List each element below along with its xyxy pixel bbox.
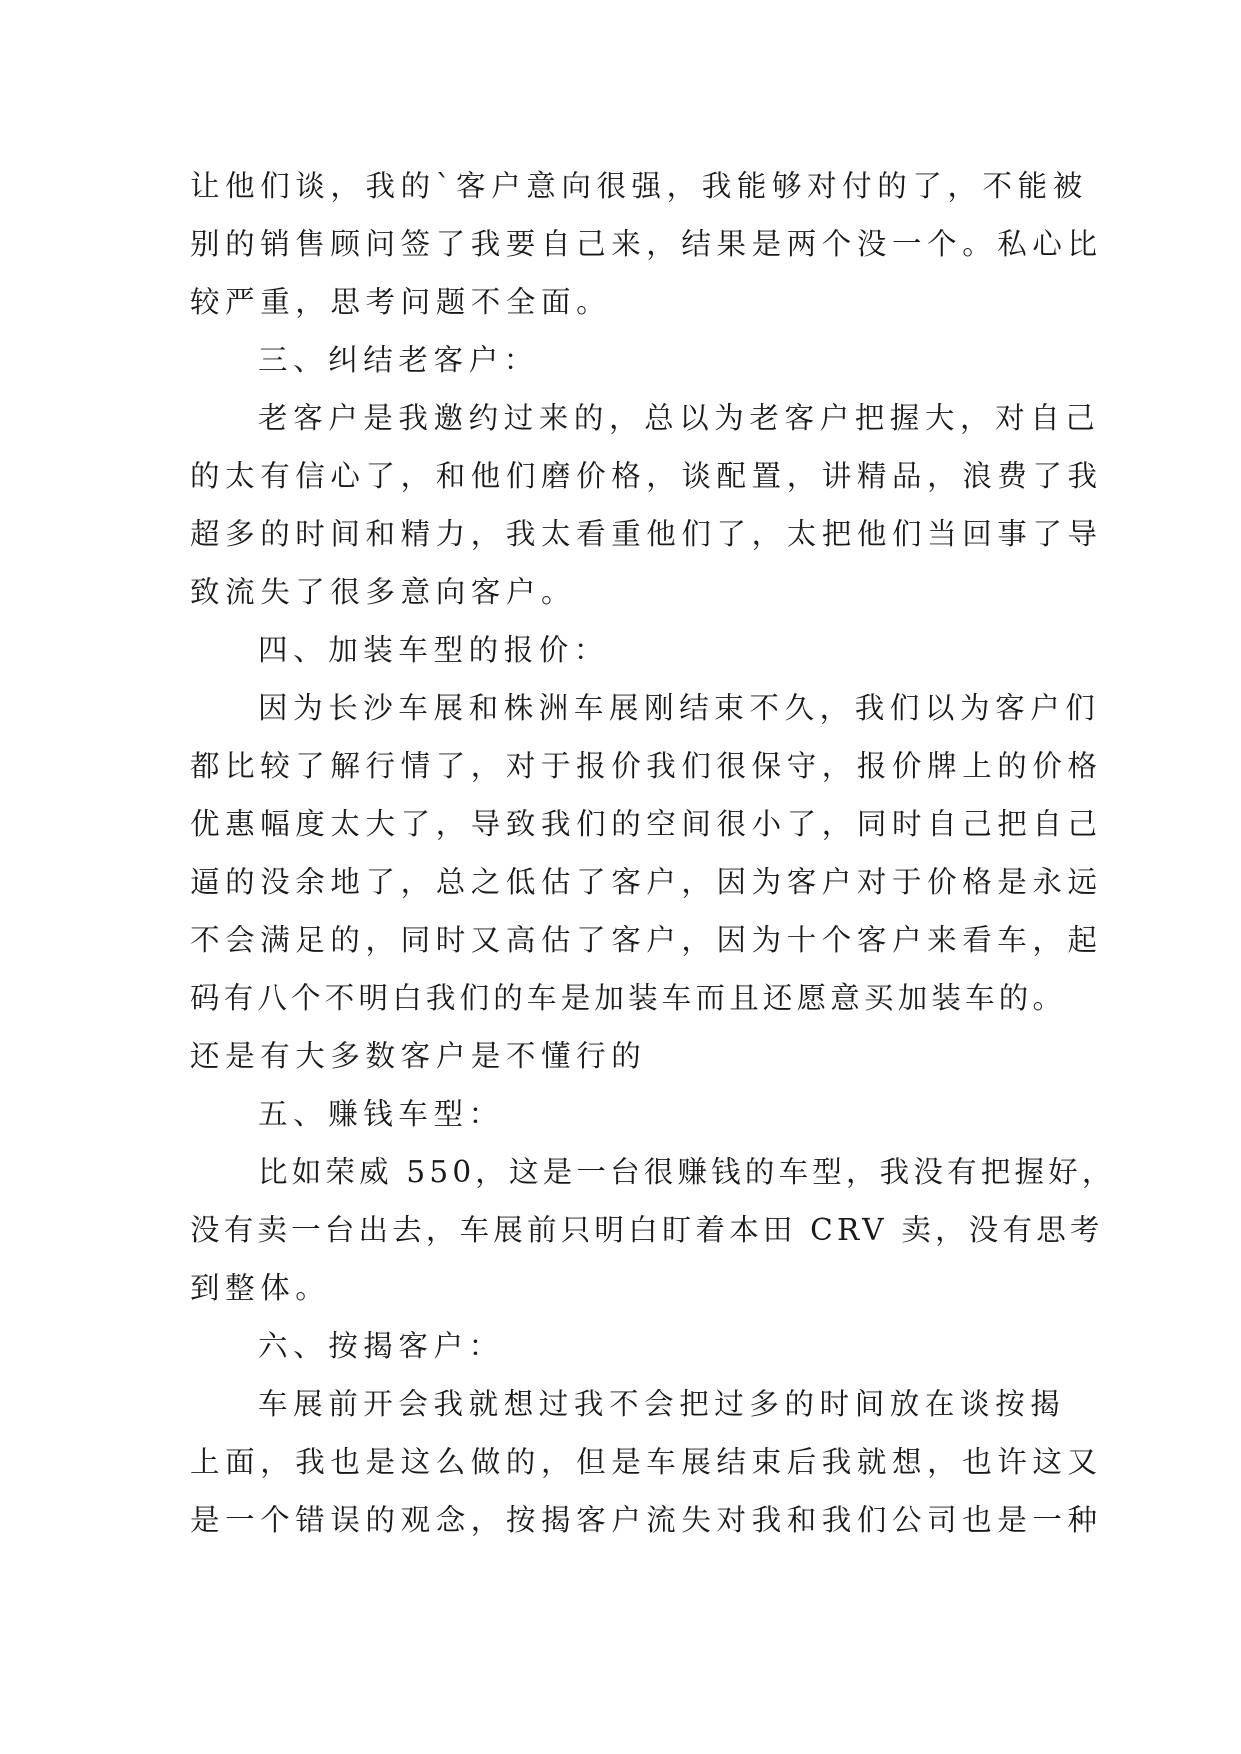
text-line: 让他们谈，我的`客户意向很强，我能够对付的了，不能被 [190, 169, 1088, 203]
text-line: 的太有信心了，和他们磨价格，谈配置，讲精品，浪费了我 [190, 459, 1103, 493]
text-line: 车展前开会我就想过我不会把过多的时间放在谈按揭 [258, 1387, 1066, 1421]
text-line: 超多的时间和精力，我太看重他们了，太把他们当回事了导 [190, 517, 1103, 551]
text-line: 比如荣威 550，这是一台很赚钱的车型，我没有把握好， [258, 1155, 1116, 1189]
text-line: 上面，我也是这么做的，但是车展结束后我就想，也许这又 [190, 1445, 1103, 1479]
text-line: 别的销售顾问签了我要自己来，结果是两个没一个。私心比 [190, 227, 1103, 261]
text-line: 不会满足的，同时又高估了客户，因为十个客户来看车，起 [190, 923, 1103, 957]
text-line: 是一个错误的观念，按揭客户流失对我和我们公司也是一种 [190, 1503, 1103, 1537]
text-line: 因为长沙车展和株洲车展刚结束不久，我们以为客户们 [258, 691, 1101, 725]
text-line: 优惠幅度太大了，导致我们的空间很小了，同时自己把自己 [190, 807, 1103, 841]
body-text [190, 157, 1116, 1549]
text-line: 都比较了解行情了，对于报价我们很保守，报价牌上的价格 [190, 749, 1103, 783]
text-line: 致流失了很多意向客户。 [190, 575, 577, 609]
section-heading: 三、纠结老客户： [258, 343, 539, 377]
text-line: 还是有大多数客户是不懂行的 [190, 1039, 647, 1073]
section-heading: 五、赚钱车型： [258, 1097, 504, 1131]
section-heading: 四、加装车型的报价： [258, 633, 610, 667]
text-line: 没有卖一台出去，车展前只明白盯着本田 CRV 卖，没有思考 [190, 1213, 1104, 1247]
text-line: 到整体。 [190, 1271, 331, 1305]
text-line: 逼的没余地了，总之低估了客户，因为客户对于价格是永远 [190, 865, 1103, 899]
section-heading: 六、按揭客户： [258, 1329, 504, 1363]
text-line: 码有八个不明白我们的车是加装车而且还愿意买加装车的。 [190, 981, 1067, 1015]
text-line: 老客户是我邀约过来的，总以为老客户把握大，对自己 [258, 401, 1101, 435]
text-line: 较严重，思考问题不全面。 [190, 285, 612, 319]
